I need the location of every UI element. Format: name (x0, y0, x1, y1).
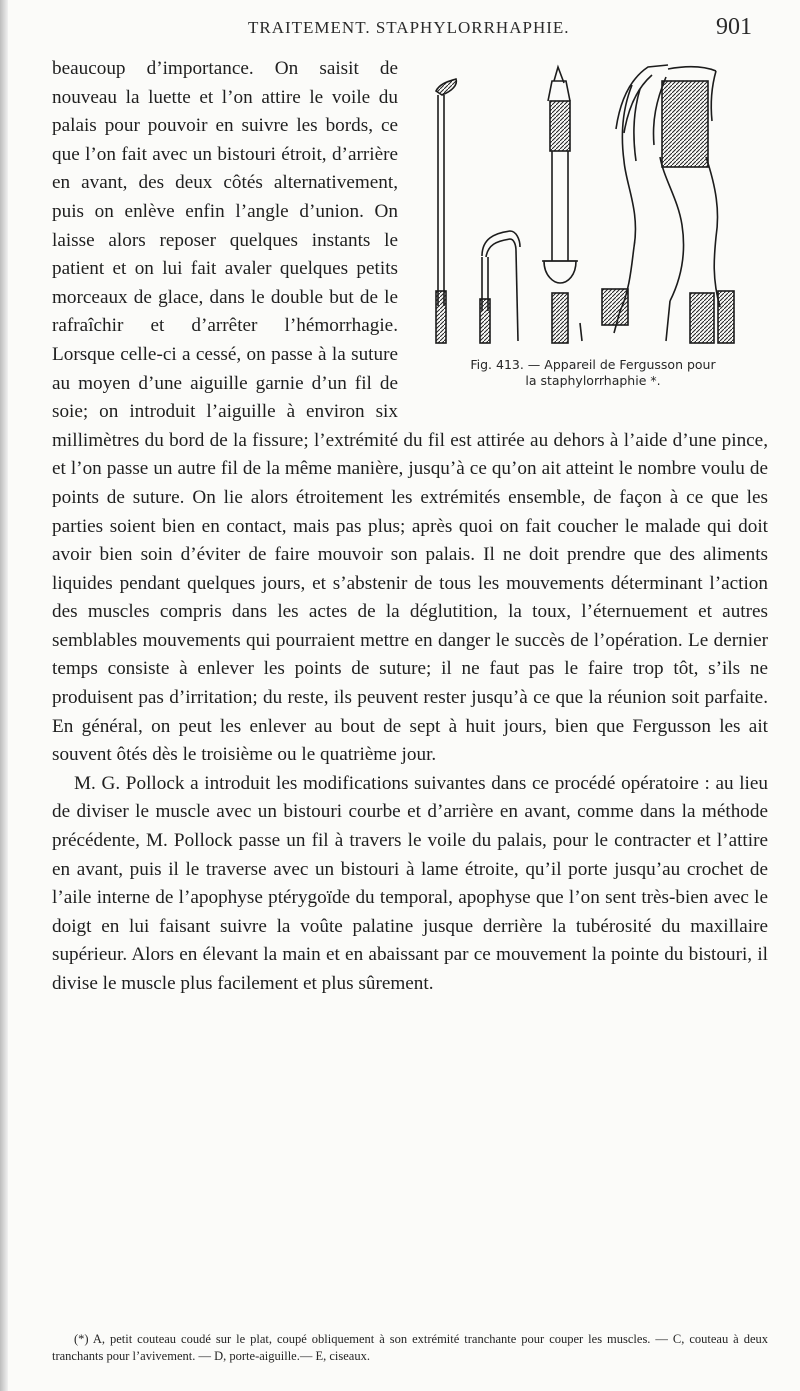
page-number: 901 (716, 14, 752, 40)
figure-caption (418, 357, 768, 389)
figure-413 (416, 57, 776, 415)
figure-caption-line-1: Fig. 413. — Appareil de Fergusson pour (470, 357, 716, 372)
surgical-instruments-illustration (420, 61, 770, 351)
running-head (110, 8, 760, 48)
body-text (52, 55, 768, 999)
footnote (52, 1331, 768, 1365)
footnote-text: (*) A, petit couteau coudé sur le plat, coupé obliquement à son extrémité tranchante pour couper les muscles. — C, couteau à deux tranchants pour l’avivement. — D, porte-aiguille.— E, ciseaux. (52, 1332, 768, 1363)
paragraph-1: beaucoup d’importance. On saisit de nouveau la luette et l’on attire le voile du palais pour pouvoir en suivre les bords, ce que l’on fait avec un bistouri étroit, d’arrière en avant, des deux côtés alternativement, puis on enlève enfin l’angle d’union. On laisse alors reposer quelques instants le patient et on lui fait avaler quelques petits morceaux de glace, dans le double but de le rafraîchir et d’arrêter l’hémorrhagie. Lorsque celle-ci a cessé, on passe à la suture au moyen d’une aiguille garnie d’un fil de soie; on introduit l’aiguille à environ six millimètres du bord de la fissure; l’extrémité du fil est attirée au dehors à l’aide d’une pince, et l’on passe un autre fil de la même manière, jusqu’à ce qu’on ait atteint le nombre voulu de points de suture. On lie alors étroitement les extrémités ensemble, de façon à ce que les parties soient bien en contact, mais pas plus; après quoi on fait coucher le malade qui doit avoir bien soin d’éviter de faire mouvoir son palais. Il ne doit prendre que des aliments liquides pendant quelques jours, et s’abstenir de tous les mouvements déterminant l’action des muscles compris dans les actes de la déglutition, la toux, l’éternuement et autres semblables mouvements qui pourraient mettre en danger le succès de l’opération. Le dernier temps consiste à enlever les points de suture; il ne faut pas le faire trop tôt, s’ils ne produisent pas d’irritation; du reste, ils peuvent rester jusqu’à ce que la réunion soit parfaite. En général, on peut les enlever au bout de sept à huit jours, bien que Fergusson les ait souvent ôtés dès le troisième ou le quatrième jour. (52, 58, 768, 766)
running-title: TRAITEMENT. STAPHYLORRHAPHIE. (248, 18, 570, 37)
page-gutter-edge (0, 0, 8, 1391)
figure-caption-line-2: la staphylorrhaphie *. (525, 373, 661, 388)
paragraph-2: M. G. Pollock a introduit les modifications suivantes dans ce procédé opératoire : au lieu de diviser le muscle avec un bistouri courbe et d’arrière en avant, comme dans la méthode précédente, M. Pollock passe un fil à travers le voile du palais, pour le contracter et l’attire en avant, puis il le traverse avec un bistouri à lame étroite, qu’il porte jusqu’au crochet de l’aile interne de l’apophyse ptérygoïde du temporal, apophyse que l’on sent très-bien avec le doigt en lui faisant suivre la voûte palatine jusque derrière la tubérosité du maxillaire supérieur. Alors en élevant la main et en abaissant par ce mouvement la pointe du bistouri, il divise le muscle plus facilement et plus sûrement. (52, 772, 768, 994)
